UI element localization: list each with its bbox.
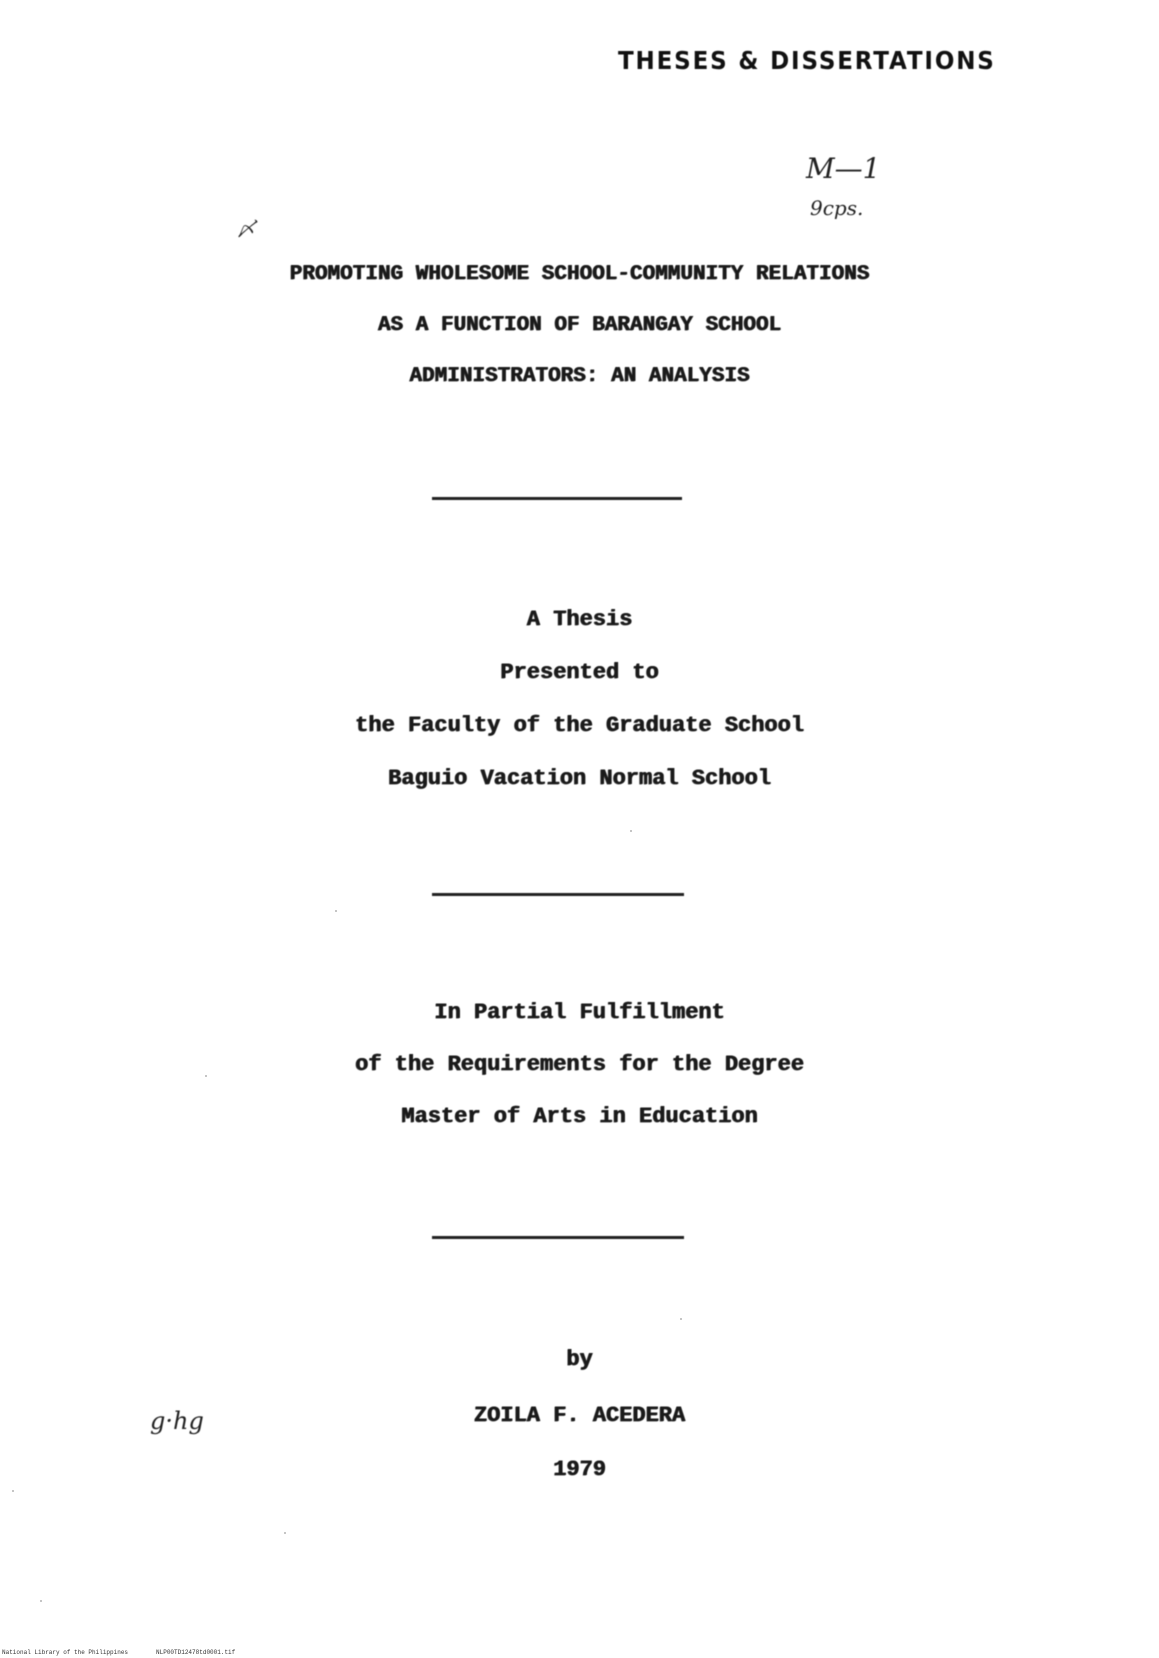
handwritten-initials: g·hg — [150, 1407, 204, 1435]
scan-footer — [2, 1649, 263, 1656]
theses-dissertations-stamp: THESES & DISSERTATIONS — [618, 46, 996, 75]
divider-rule-3 — [432, 1236, 684, 1239]
divider-rule-1 — [432, 497, 682, 500]
institution-name: Baguio Vacation Normal School — [388, 766, 771, 791]
degree-name: Master of Arts in Education — [401, 1104, 758, 1129]
handwritten-note-copies: 9cps. — [810, 196, 864, 220]
scan-speck — [680, 1318, 682, 1320]
thesis-label: A Thesis — [526, 607, 633, 632]
handwritten-note-m1: M—1 — [806, 152, 881, 185]
scan-speck — [284, 1532, 286, 1534]
faculty-line: the Faculty of the Graduate School — [355, 713, 804, 738]
scan-speck — [630, 830, 632, 832]
by-label: by — [566, 1347, 593, 1372]
title-line-3: ADMINISTRATORS: AN ANALYSIS — [409, 365, 750, 388]
title-line-1: PROMOTING WHOLESOME SCHOOL-COMMUNITY RELATIONS — [289, 263, 870, 286]
footer-file: NLP00TD12478td0001.tif — [156, 1649, 236, 1656]
footer-library: National Library of the Philippines — [2, 1649, 129, 1656]
scan-speck — [12, 1490, 14, 1492]
scan-speck — [205, 1075, 207, 1077]
fulfillment-line-2: of the Requirements for the Degree — [355, 1052, 804, 1077]
handwritten-mark: 〆 — [236, 217, 256, 241]
scan-speck — [335, 910, 337, 912]
divider-rule-2 — [432, 893, 684, 896]
author-name: ZOILA F. ACEDERA — [473, 1403, 686, 1428]
presented-to: Presented to — [500, 660, 659, 685]
scan-speck — [40, 1600, 42, 1602]
fulfillment-line-1: In Partial Fulfillment — [434, 1000, 725, 1025]
year: 1979 — [553, 1457, 606, 1482]
title-line-2: AS A FUNCTION OF BARANGAY SCHOOL — [377, 314, 782, 337]
